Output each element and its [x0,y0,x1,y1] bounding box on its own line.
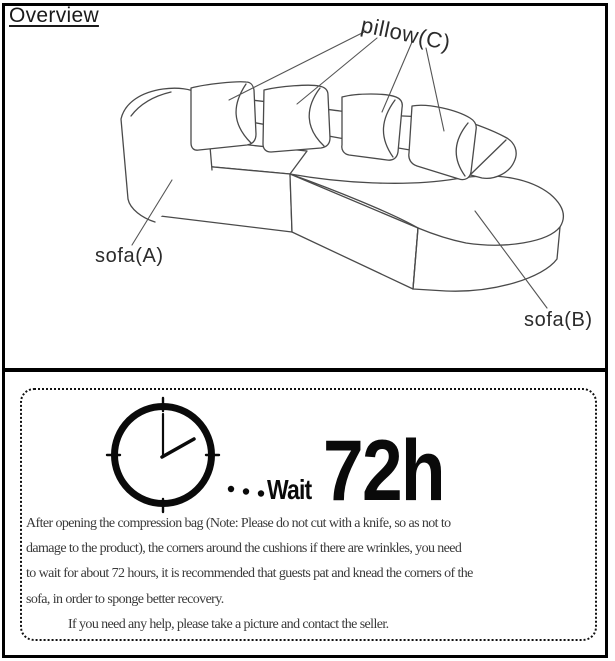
notice-line: sofa, in order to sponge better recovery. [26,591,224,607]
sofa-b-drawing [290,174,563,291]
notice-line: If you need any help, please take a picture and contact the seller. [68,616,389,632]
sofa-a-label: sofa(A) [95,245,164,267]
notice-line: damage to the product), the corners around the cushions if there are wrinkles, you need [26,541,462,557]
wait-label: Wait [267,474,312,505]
notice-line: After opening the compression bag (Note: Please do not cut with a knife, so as not to [26,516,451,531]
notice-line: to wait for about 72 hours, it is recommended that guests pat and knead the corners of the [26,566,473,582]
sofa-b-label: sofa(B) [524,309,593,331]
duration-72h-label: 72h [323,423,444,519]
overview-title: Overview [9,4,99,27]
pillow-c-label: pillow(C) [358,12,453,56]
notice-paragraph [26,511,598,637]
